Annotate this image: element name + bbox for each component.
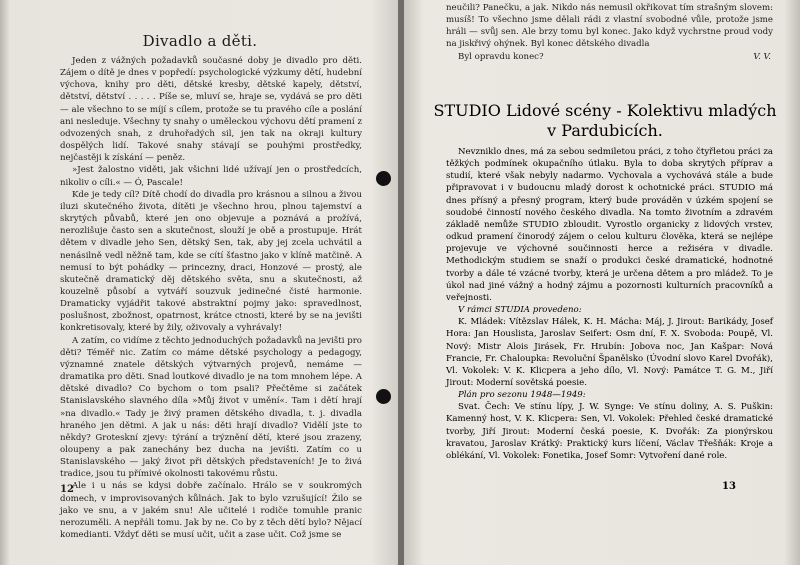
- paragraph: Svat. Čech: Ve stínu lípy, J. W. Synge: Ve stínu doliny, A. S. Puškin: Kamenný host, V. K. Klicpera: Sen, Vl. Vokolek: Přehled české dramatické tvorby, Jiří Jirout: Moderní česká poesie, K. Dvořák: Za pionýrskou kravatou, Jaroslav Krátký: Praktický kurs líčení, Václav Třešňák: Kroje a oblékání, Vl. Vokolek: Fonetika, Josef Somr: Vytvoření dané role.: [446, 402, 773, 461]
- left-page-title: Divadlo a děti.: [142, 32, 258, 50]
- continuation-text: [446, 2, 773, 63]
- paragraph: neučili? Panečku, a jak. Nikdo nás nemusil okřikovat tím strašným slovem: musíš! To všechno jsme dělali rádi z vlastní svobodné vůle, protože jsme hráli — svůj sen. Ale brzy tomu byl konec. Jako když vychrstne proud vody na jiskřivý ohýnek. Byl konec dětského divadla: [446, 3, 773, 50]
- right-page-body: [446, 146, 773, 462]
- closing-question: Byl opravdu konec?: [458, 51, 544, 62]
- page-number-right: 13: [722, 481, 736, 492]
- paragraph: K. Mládek: Vítězslav Hálek, K. H. Mácha: Máj, J. Jirout: Barikády, Josef Hora: Jan Houslista, Jaroslav Seifert: Osm dní, F. X. Svoboda: Poupě, Vl. Nový: Mistr Alois Jirásek, Fr. Hrubín: Jobova noc, Jan Kašpar: Nová Francie, Fr. Chaloupka: Revoluční Španělsko (Úvodní slovo Karel Dvořák), Vl. Vokolek: V. K. Klicpera a jeho dílo, Vl. Nový: Památce T. G. M., Jiří Jirout: Moderní sovětská poesie.: [446, 317, 773, 388]
- right-page-title: STUDIO Lidové scény - Kolektivu mladých v Pardubicích.: [433, 101, 777, 140]
- binding-hole: [376, 171, 391, 186]
- section-heading: V rámci STUDIA provedeno:: [458, 305, 582, 316]
- binding-hole: [376, 389, 391, 404]
- left-page: [0, 0, 398, 565]
- paragraph: Jeden z vážných požadavků současné doby je divadlo pro děti. Zájem o dítě je dnes v popředí: psychologické výzkumy dětí, hudební výchova, knihy pro děti, dětské kresby, dětské kapely, dětství, dětství, dětství . . . . . Píše se, mluví se, hraje se, vydává se pro děti — ale všechno to se míjí s cílem, protože se tu pravého cíle a poslání ani nesleduje. Všechny ty snahy o uměleckou výchovu dětí pramení z odvozených snah, z druhořadých sil, jen tak na okraji kultury dospělých lidí. Takové snahy stávají se pouhými prostředky, nejčastěji k získání — peněz.: [60, 56, 362, 164]
- left-page-body: [60, 55, 362, 541]
- paragraph: »Jest žalostno viděti, jak všichni lidé užívají jen o prostředcích, nikoliv o cíli.« — Ó, Pascale!: [60, 165, 362, 188]
- author-signature: V. V.: [753, 51, 771, 62]
- page-number-left: 12: [60, 484, 74, 495]
- paragraph: Kde je tedy cíl? Dítě chodí do divadla pro krásnou a silnou a živou iluzi skutečného života, dítěti je všechno hrou, plnou tajemství a skrytých půvabů, které jen ono objevuje a poznává a prožívá, nerozlišuje často sen a skutečnost, slouží je obě a prostupuje. Hrát dětem v divadle jeho Sen, dětský Sen, tak, aby jej zcela uchvátil a nenásilně vedl něžně tam, kde se cítí šťastno jako v klíně matčině. A nemusí to být pohádky — princezny, draci, Honzové — prostý, ale skutečně dramatický děj dětského světa, snu a skutečnosti, až kouzelně působí a vytváří souzvuk jedinečné čisté harmonie. Dramaticky vyjádřit takové abstraktní pojmy jako: spravedlnost, poslušnost, zbožnost, opatrnost, krátce ctnosti, které by se na jevišti konkretisovaly, které by žily, oživovaly a vyhrávaly!: [60, 189, 362, 334]
- section-heading: Plán pro sezonu 1948—1949:: [458, 390, 586, 401]
- paragraph: Ale i u nás se kdysi dobře začínalo. Hrálo se v soukromých domech, v improvisovaných kůlnách. Jak to bylo vzrušující! Žilo se jako ve snu, a v jakém snu! Ale učitelé i rodiče tomuhle pranic nerozuměli. A nepřáli tomu. Jak by ne. Co by z těch dětí bylo? Nějací komedianti. Vždyť děti se musí učit, učit a zase učit. Což jsme se: [60, 481, 362, 541]
- paragraph: Nevzniklo dnes, má za sebou sedmiletou práci, z toho čtyřletou práci za těžkých podmínek okupačního útlaku. Byla to doba skrytých příprav a studií, které však nebyly nadarmo. Vychovala a vychovává stále a bude připravovat i v budoucnu mladý dorost k ochotnické práci. STUDIO má dnes přísný a přesný program, který bude prováděn v úzkém spojení se soudobé činností nového českého divadla. Na tomto životním a zdravém základě nemůže STUDIO zbloudit. Vyrostlo organicky z lidových vrstev, odkud pramení činorodý zájem o celou kulturu člověka, která se nejlépe projevuje ve výchovné součinnosti herce a režiséra v divadle. Methodickým studiem se snaží o produkci české dramatické, hodnotné tvorby a dále té vzácné tvorby, která je určena dětem a pro mládež. To je úkol nad jiné vážný a hodný zájmu a pozornosti kulturních pracovníků a veřejnosti.: [446, 147, 773, 303]
- closing-line: [446, 51, 773, 63]
- paragraph: A zatím, co vidíme z těchto jednoduchých požadavků na jevišti pro děti? Téměř nic. Zatím co máme dětské psychology a pedagogy, významné znatele dětských výtvarných projevů, nemáme — dramatika pro děti. Snad loutkové divadlo je na tom mnohem lépe. A dětské divadlo? Co bychom o tom psali? Přečtěme si začátek Stanislavského slavného díla »Můj život v umění«. Tam i dětí hrají »na divadlo.« Tady je živý pramen dětského divadla, t. j. divadla hraného jen dětmi. A jak u nás: děti hrají divadlo? Vidělí jste to někdy? Groteskní zjevy: týrání a trýznění dětí, které jsou zrazeny, oloupeny a pak zanechány bez ducha na jevišti. Zatím co u Stanislavského — jaký život při dětských představeních! Je to živá tradice, jsou tu přímivé okolnosti takovému růstu.: [60, 335, 362, 480]
